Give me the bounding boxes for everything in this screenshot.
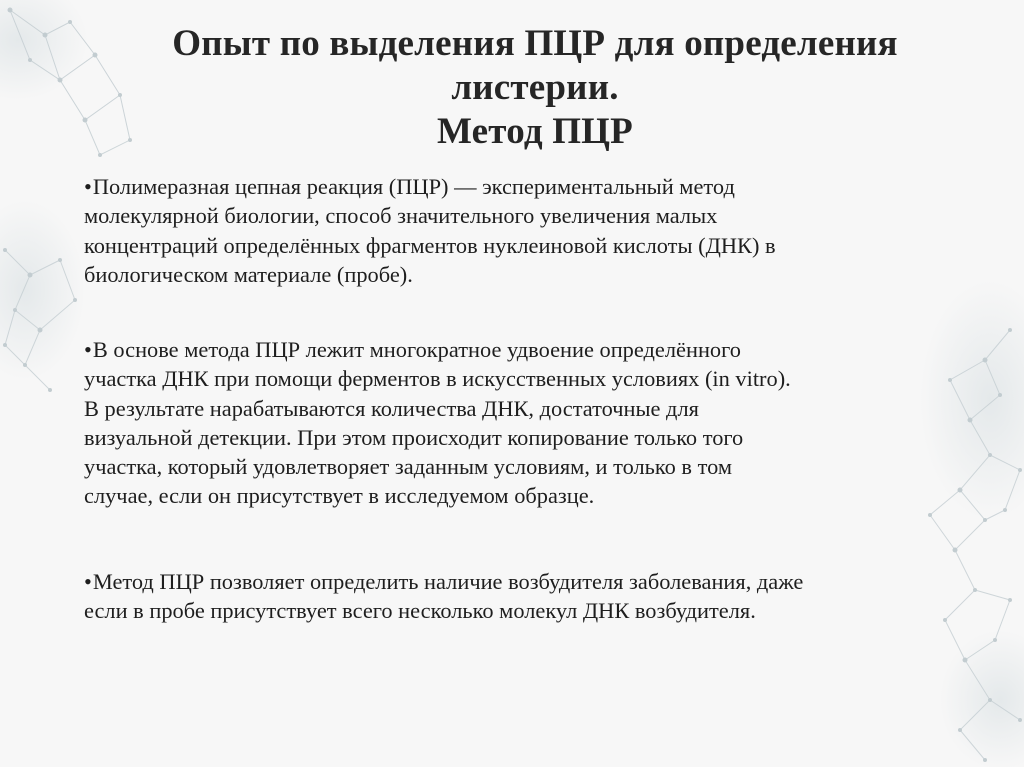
title-line-3: Метод ПЦР <box>437 111 633 152</box>
bullet-2-line-5: участка, который удовлетворяет заданным условиям, и только в том <box>84 454 733 480</box>
bullet-item-1 <box>84 172 776 289</box>
bullet-2-line-1: В основе метода ПЦР лежит многократное удвоение определённого <box>92 337 741 362</box>
title-line-1: Опыт по выделения ПЦР для определения <box>172 23 898 64</box>
bullet-3-line-2: если в пробе присутствует всего несколько молекул ДНК возбудителя. <box>84 598 756 624</box>
bullet-2-line-2: участка ДНК при помощи ферментов в искусственных условиях (in vitro). <box>84 366 791 392</box>
bullet-dot-icon: • <box>84 174 92 199</box>
title-line-2: листерии. <box>451 67 619 108</box>
bullet-1-line-2: молекулярной биологии, способ значительного увеличения малых <box>84 203 718 229</box>
bullet-2-line-6: случае, если он присутствует в исследуемом образце. <box>84 483 595 509</box>
bullet-2-line-3: В результате нарабатываются количества ДНК, достаточные для <box>84 395 699 421</box>
bullet-1-line-4: биологическом материале (пробе). <box>84 261 413 287</box>
bullet-1-line-1: Полимеразная цепная реакция (ПЦР) — экспериментальный метод <box>92 174 735 199</box>
bullet-2-line-4: визуальной детекции. При этом происходит копирование только того <box>84 424 744 450</box>
bullet-dot-icon: • <box>84 337 92 362</box>
bullet-dot-icon: • <box>84 569 92 594</box>
slide-title <box>80 22 990 154</box>
bullet-1-line-3: концентраций определённых фрагментов нуклеиновой кислоты (ДНК) в <box>84 232 776 258</box>
bullet-item-3 <box>84 567 803 626</box>
bullet-item-2 <box>84 335 791 511</box>
bullet-3-line-1: Метод ПЦР позволяет определить наличие возбудителя заболевания, даже <box>92 569 804 594</box>
